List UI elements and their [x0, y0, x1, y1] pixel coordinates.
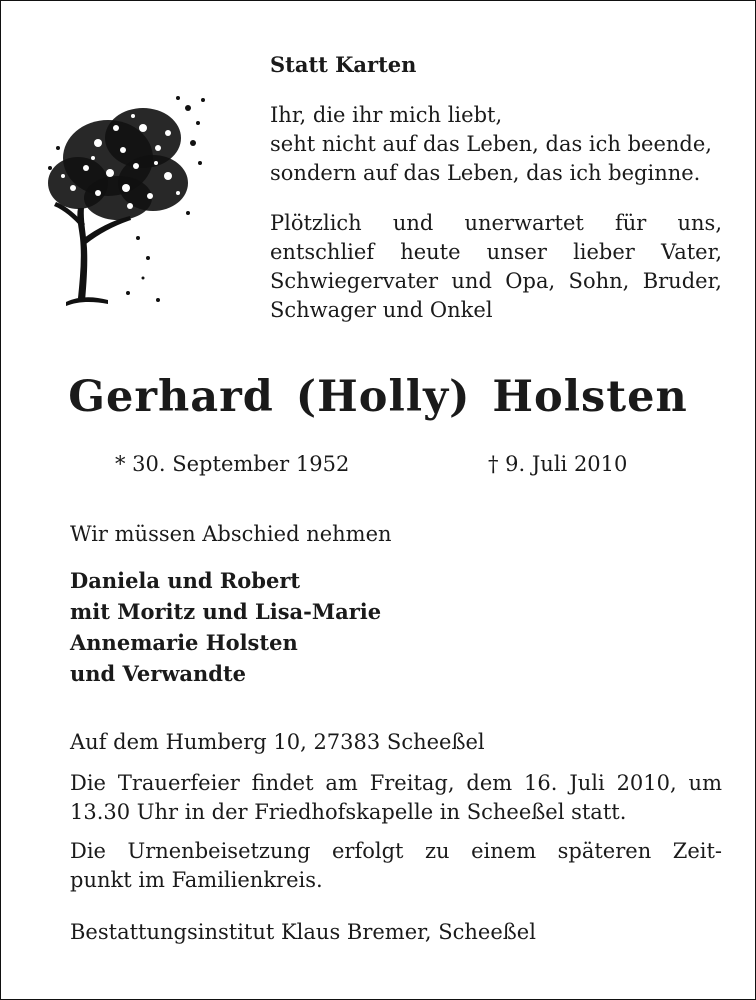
- verse-line: seht nicht auf das Leben, das ich beende,: [270, 132, 712, 156]
- mourner: und Verwandte: [70, 661, 247, 686]
- urn-line: Die Urnenbeisetzung erfolgt zu einem späteren Zeit-: [70, 839, 722, 863]
- deceased-name: Gerhard (Holly) Holsten: [68, 372, 688, 422]
- mourner: Daniela und Robert: [70, 568, 301, 593]
- heading: Statt Karten: [270, 52, 417, 77]
- farewell-line: Wir müssen Abschied nehmen: [70, 522, 392, 546]
- death-date: † 9. Juli 2010: [488, 452, 628, 476]
- mourner: mit Moritz und Lisa-Marie: [70, 599, 382, 624]
- notice-line: Schwiegervater und Opa, Sohn, Bruder,: [270, 269, 722, 293]
- birth-date: * 30. September 1952: [115, 452, 350, 476]
- funeral-home: Bestattungsinstitut Klaus Bremer, Scheeßel: [70, 920, 536, 944]
- mourners-list: [70, 565, 381, 689]
- verse-line: Ihr, die ihr mich liebt,: [270, 103, 503, 127]
- verse: [270, 101, 722, 188]
- address: Auf dem Humberg 10, 27383 Scheeßel: [70, 730, 485, 754]
- death-notice: [270, 209, 722, 325]
- notice-line: Plötzlich und unerwartet für uns,: [270, 211, 722, 235]
- funeral-line: 13.30 Uhr in der Friedhofskapelle in Scheeßel statt.: [70, 800, 627, 824]
- intro-block: [270, 50, 722, 325]
- notice-line: Schwager und Onkel: [270, 298, 493, 322]
- verse-line: sondern auf das Leben, das ich beginne.: [270, 161, 701, 185]
- funeral-line: Die Trauerfeier findet am Freitag, dem 16. Juli 2010, um: [70, 771, 722, 795]
- notice-line: entschlief heute unser lieber Vater,: [270, 240, 722, 264]
- tree-icon: [38, 88, 213, 313]
- urn-line: punkt im Familienkreis.: [70, 868, 323, 892]
- funeral-info: [70, 769, 722, 827]
- mourner: Annemarie Holsten: [70, 630, 298, 655]
- urn-info: [70, 837, 722, 895]
